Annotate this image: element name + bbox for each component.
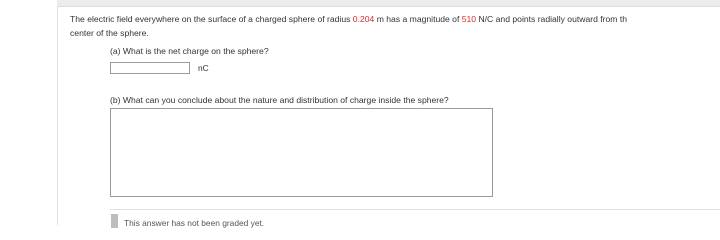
left-divider-rule <box>57 6 58 225</box>
grading-status-indicator <box>111 214 118 228</box>
grading-status-text: This answer has not been graded yet. <box>124 218 265 228</box>
part-a-label: (a) What is the net charge on the sphere? <box>110 46 269 56</box>
net-charge-input[interactable] <box>110 62 190 74</box>
section-divider <box>110 209 720 210</box>
question-text-part-2: m has a magnitude of <box>374 14 462 24</box>
net-charge-unit: nC <box>198 63 209 73</box>
top-divider-bar <box>57 0 720 7</box>
part-b-label: (b) What can you conclude about the nature and distribution of charge inside the sphere? <box>110 95 449 105</box>
question-text <box>70 13 720 40</box>
question-line-1 <box>70 13 720 27</box>
question-text-part-1: The electric field everywhere on the surface of a charged sphere of radius <box>70 14 353 24</box>
charge-distribution-textarea[interactable] <box>110 108 493 197</box>
question-text-part-3: N/C and points radially outward from th <box>476 14 628 24</box>
radius-value: 0.204 <box>352 14 375 24</box>
field-magnitude-value: 510 <box>461 14 477 24</box>
question-line-2: center of the sphere. <box>70 27 149 38</box>
